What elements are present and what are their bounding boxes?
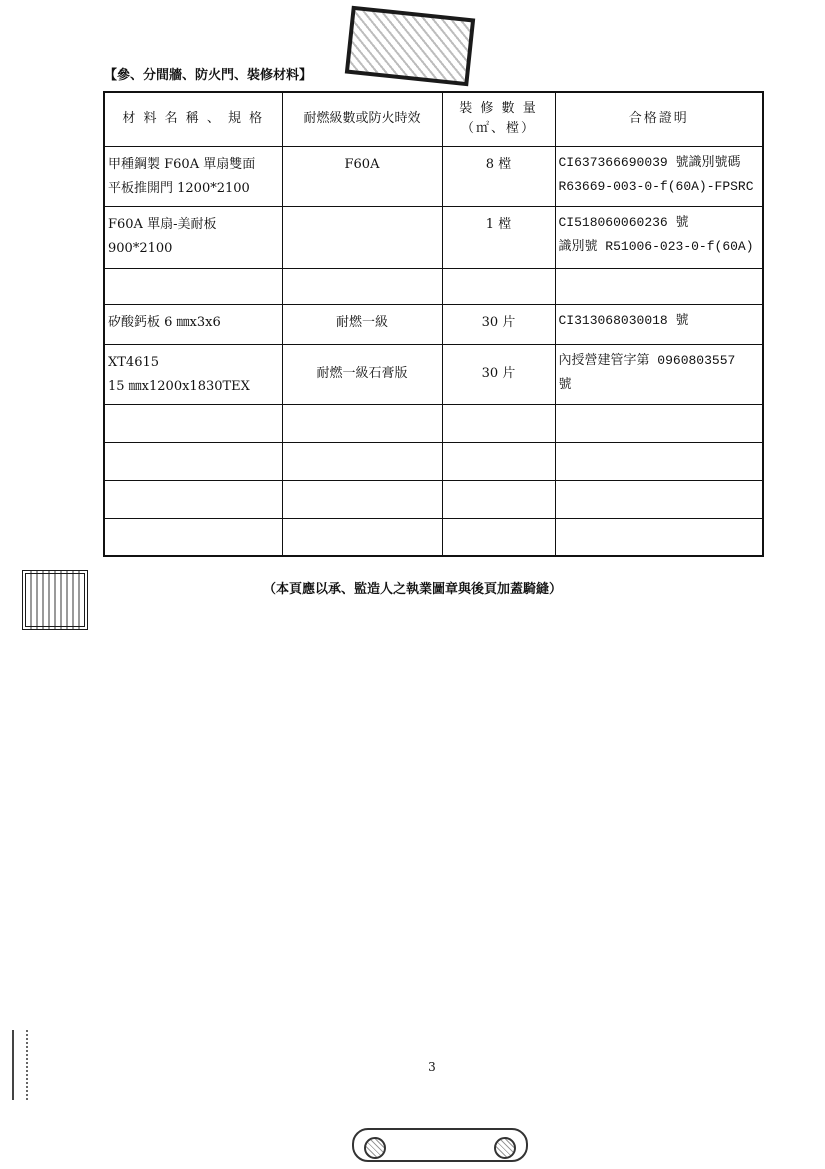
cell-certificate [555,146,763,206]
col-header-certificate: 合格證明 [555,92,763,146]
seal-mark-icon [494,1137,516,1159]
cell-fire-rating [282,206,442,268]
stamp-note: （本頁應以承、監造人之執業圖章與後頁加蓋騎縫） [262,582,562,597]
page-number: 3 [428,1060,436,1074]
cell-certificate [555,404,763,442]
col-header-fire-rating: 耐燃級數或防火時效 [282,92,442,146]
cell-quantity: 1 樘 [442,206,555,268]
table-row [104,268,763,304]
certificate-line: CI518060060236 號 [558,214,689,230]
cell-certificate [555,206,763,268]
cell-fire-rating: 耐燃一級 [282,304,442,344]
binding-seal-stamp [352,1128,528,1162]
cell-material-name [104,268,282,304]
table-row [104,404,763,442]
cell-material-name [104,344,282,404]
table-row [104,146,763,206]
cell-certificate [555,268,763,304]
table-row [104,304,763,344]
certificate-line: 號 [558,376,572,392]
seal-mark-icon [364,1137,386,1159]
cell-material-name [104,304,282,344]
cell-fire-rating [282,442,442,480]
material-name-line: 甲種鋼製 F60A 單扇雙面 [108,156,256,172]
cell-material-name [104,480,282,518]
certificate-line: CI637366690039 號識別號碼 [558,154,741,170]
section-title: 【參、分間牆、防火門、裝修材料】 [104,68,313,83]
certificate-line: 識別號 R51006-023-0-f(60A) [558,238,754,254]
table-header-row [104,92,763,146]
cell-fire-rating: F60A [282,146,442,206]
cell-material-name [104,404,282,442]
col-header-material: 材 料 名 稱 、 規 格 [104,92,282,146]
cell-certificate [555,518,763,556]
table-row [104,480,763,518]
cell-material-name [104,206,282,268]
material-name-line: 平板推開門 1200*2100 [108,180,250,196]
cell-fire-rating [282,480,442,518]
cell-certificate [555,344,763,404]
cell-certificate [555,480,763,518]
material-name-line: 900*2100 [108,240,173,256]
table-row [104,206,763,268]
cell-material-name [104,442,282,480]
binding-margin-marks [12,1030,28,1100]
cell-fire-rating: 耐燃一級石膏版 [282,344,442,404]
cell-material-name [104,518,282,556]
material-name-line: 15 ㎜x1200x1830TEX [108,378,250,394]
cell-quantity [442,268,555,304]
cell-fire-rating [282,404,442,442]
cell-certificate [555,442,763,480]
material-name-line: 矽酸鈣板 6 ㎜x3x6 [108,314,221,330]
material-name-line: F60A 單扇-美耐板 [108,216,217,232]
cell-quantity [442,404,555,442]
cell-certificate [555,304,763,344]
material-name-line: XT4615 [108,354,160,370]
cell-quantity: 30 片 [442,344,555,404]
cell-fire-rating [282,518,442,556]
cell-quantity: 8 樘 [442,146,555,206]
certificate-line: CI313068030018 號 [558,312,689,328]
table-row [104,344,763,404]
certificate-line: 內授營建管字第 0960803557 [558,352,736,368]
cell-quantity: 30 片 [442,304,555,344]
official-seal-stamp [345,6,475,87]
table-row [104,442,763,480]
cell-quantity [442,480,555,518]
col-header-quantity: 裝 修 數 量 （㎡、樘） [442,92,555,146]
cell-quantity [442,518,555,556]
certificate-line: R63669-003-0-f(60A)-FPSRC [558,178,754,194]
cell-material-name [104,146,282,206]
materials-table [103,91,764,557]
table-body [104,146,763,556]
table-row [104,518,763,556]
cell-quantity [442,442,555,480]
cell-fire-rating [282,268,442,304]
